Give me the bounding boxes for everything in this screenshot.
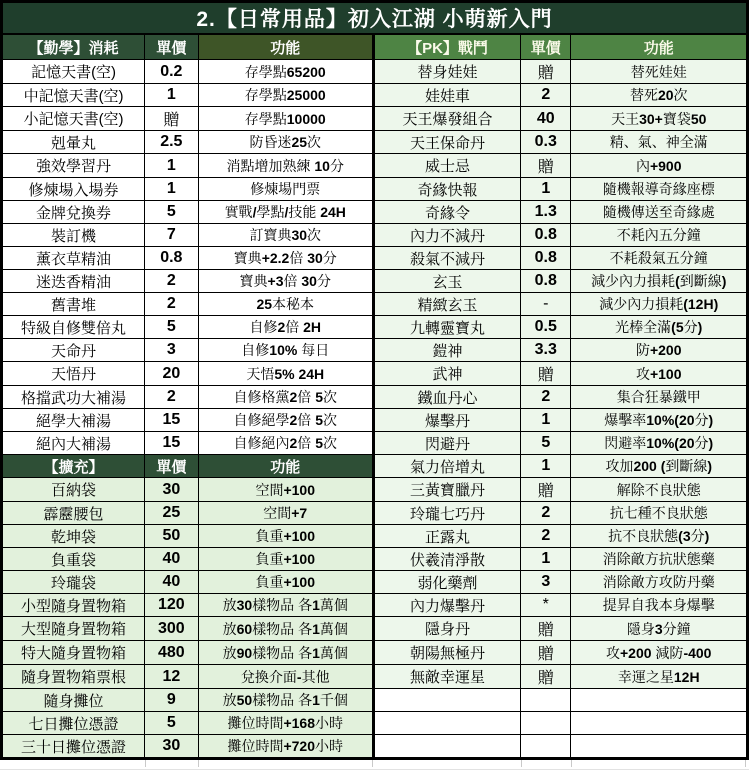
function-cell: 天悟5% 24H [198,362,373,386]
price-cell: 2 [521,502,571,525]
function-cell: 寶典+2.2倍 30分 [198,247,373,270]
item-name-cell: 天命丹 [2,339,145,362]
item-name-cell: 玲瓏七巧丹 [373,502,520,525]
function-cell: 防昏迷25次 [198,131,373,154]
item-name-cell [373,689,520,712]
table-row [2,201,748,224]
item-name-cell: 乾坤袋 [2,525,145,548]
table-row [2,478,748,502]
function-cell: 幸運之星12H [571,665,748,689]
function-cell: 修煉場門票 [198,178,373,201]
item-name-cell: 隨身攤位 [2,689,145,712]
item-name-cell: 奇緣快報 [373,178,520,201]
price-cell [521,689,571,712]
price-cell [521,712,571,735]
item-name-cell: 強效學習丹 [2,154,145,178]
price-cell: 2 [521,84,571,107]
function-cell [571,712,748,735]
column-header-right-price: 單價 [521,34,571,60]
item-name-cell: 武神 [373,362,520,386]
price-cell: 40 [145,548,198,571]
item-name-cell: 隱身丹 [373,617,520,641]
item-name-cell: 中記憶天書(空) [2,84,145,107]
price-cell: 1 [521,178,571,201]
function-cell: 解除不良狀態 [571,478,748,502]
function-cell: 隨機傳送至奇緣處 [571,201,748,224]
table-row [2,386,748,409]
function-cell: 消除敵方攻防丹藥 [571,571,748,594]
gridline-stub [745,760,746,767]
item-name-cell: 天王保命丹 [373,131,520,154]
price-cell: 1 [145,154,198,178]
item-name-cell: 鎧神 [373,339,520,362]
function-cell: 減少內力損耗(12H) [571,293,748,316]
price-cell: 0.8 [145,247,198,270]
price-cell: 贈 [521,617,571,641]
table-row [2,548,748,571]
item-name-cell: 娃娃車 [373,84,520,107]
function-cell: 攻+100 [571,362,748,386]
section-header-price: 單價 [145,455,198,478]
function-cell: 閃避率10%(20分) [571,432,748,455]
price-cell: 480 [145,641,198,665]
table-row [2,339,748,362]
price-cell: 40 [521,107,571,131]
function-cell: 放60樣物品 各1萬個 [198,617,373,641]
function-cell: 負重+100 [198,571,373,594]
price-cell: 贈 [521,478,571,502]
item-name-cell: 殺氣不減丹 [373,247,520,270]
price-cell: 贈 [521,60,571,84]
function-cell: 不耗殺氣五分鐘 [571,247,748,270]
item-name-cell: 剋暈丸 [2,131,145,154]
function-cell: 隱身3分鐘 [571,617,748,641]
item-name-cell: 爆擊丹 [373,409,520,432]
price-cell: - [521,293,571,316]
item-name-cell: 威士忌 [373,154,520,178]
table-row [2,316,748,339]
table-row [2,107,748,131]
table-row [2,270,748,293]
item-name-cell: 絕學大補湯 [2,409,145,432]
section-header-function: 功能 [198,455,373,478]
price-cell: * [521,594,571,617]
price-cell: 0.2 [145,60,198,84]
item-name-cell: 舊書堆 [2,293,145,316]
price-cell: 2 [521,525,571,548]
item-name-cell: 三十日攤位憑證 [2,735,145,759]
function-cell: 寶典+3倍 30分 [198,270,373,293]
item-name-cell: 正露丸 [373,525,520,548]
function-cell: 替死20次 [571,84,748,107]
item-name-cell: 金牌兌換券 [2,201,145,224]
price-cell: 0.8 [521,247,571,270]
function-cell: 自修絕內2倍 5次 [198,432,373,455]
item-name-cell: 薰衣草精油 [2,247,145,270]
item-name-cell: 天悟丹 [2,362,145,386]
function-cell [571,735,748,759]
table-row [2,178,748,201]
function-cell: 存學點10000 [198,107,373,131]
price-cell: 7 [145,224,198,247]
table-row [2,131,748,154]
function-cell: 替死娃娃 [571,60,748,84]
table-row [2,409,748,432]
item-name-cell: 七日攤位憑證 [2,712,145,735]
function-cell: 消除敵方抗狀態藥 [571,548,748,571]
function-cell: 存學點65200 [198,60,373,84]
price-cell: 0.5 [521,316,571,339]
table-row [2,665,748,689]
gridline-stub [198,760,199,767]
function-cell: 精、氣、神全滿 [571,131,748,154]
column-header-pk-combat: 【PK】戰鬥 [373,34,520,60]
price-cell: 1 [521,409,571,432]
price-cell: 30 [145,478,198,502]
table-row [2,293,748,316]
gridline-stub [372,760,373,767]
function-cell: 爆擊率10%(20分) [571,409,748,432]
price-cell: 贈 [521,641,571,665]
title-row [2,2,748,35]
price-cell: 2 [145,270,198,293]
price-cell: 25 [145,502,198,525]
function-cell: 防+200 [571,339,748,362]
price-cell: 2 [521,386,571,409]
price-cell: 15 [145,409,198,432]
function-cell: 放30樣物品 各1萬個 [198,594,373,617]
function-cell: 負重+100 [198,548,373,571]
price-cell: 贈 [145,107,198,131]
price-cell: 5 [145,316,198,339]
table-row [2,362,748,386]
price-cell: 1.3 [521,201,571,224]
table-row [2,432,748,455]
column-header-consumables: 【勤學】消耗 [2,34,145,60]
item-name-cell: 負重袋 [2,548,145,571]
function-cell: 25本秘本 [198,293,373,316]
function-cell: 抗不良狀態(3分) [571,525,748,548]
function-cell: 攻+200 減防-400 [571,641,748,665]
item-name-cell: 絕內大補湯 [2,432,145,455]
section-header-expansion: 【擴充】 [2,455,145,478]
gridline-stub [521,760,522,767]
item-name-cell: 替身娃娃 [373,60,520,84]
table-row [2,455,748,478]
function-cell: 集合狂暴鐵甲 [571,386,748,409]
table-row [2,84,748,107]
function-cell: 隨機報導奇緣座標 [571,178,748,201]
table-row [2,525,748,548]
price-cell: 0.8 [521,224,571,247]
column-header-row [2,34,748,60]
price-cell: 9 [145,689,198,712]
item-name-cell: 內力爆擊丹 [373,594,520,617]
item-name-cell: 無敵幸運星 [373,665,520,689]
price-cell: 1 [145,178,198,201]
table-row [2,617,748,641]
table-row [2,60,748,84]
price-cell: 5 [145,201,198,224]
function-cell: 光棒全滿(5分) [571,316,748,339]
item-name-cell: 奇緣令 [373,201,520,224]
gridline-stub [0,769,749,770]
price-cell: 0.8 [521,270,571,293]
price-cell: 3 [521,571,571,594]
item-name-cell: 氣力倍增丸 [373,455,520,478]
price-cell: 贈 [521,362,571,386]
price-cell: 30 [145,735,198,759]
sheet-gridline-strip [0,760,749,771]
function-cell: 攻加200 (到斷線) [571,455,748,478]
price-cell: 15 [145,432,198,455]
price-cell: 300 [145,617,198,641]
table-row [2,502,748,525]
item-name-cell [373,735,520,759]
price-cell: 1 [521,455,571,478]
price-cell: 3 [145,339,198,362]
price-cell: 2.5 [145,131,198,154]
item-name-cell: 格擋武功大補湯 [2,386,145,409]
item-name-cell: 隨身置物箱票根 [2,665,145,689]
item-name-cell: 修煉場入場券 [2,178,145,201]
item-name-cell: 三黃寶臘丹 [373,478,520,502]
price-cell [521,735,571,759]
item-name-cell: 百納袋 [2,478,145,502]
price-cell: 40 [145,571,198,594]
page-title: 2.【日常用品】初入江湖 小萌新入門 [2,2,748,35]
price-cell: 2 [145,293,198,316]
item-name-cell: 特級自修雙倍丸 [2,316,145,339]
item-name-cell: 玲瓏袋 [2,571,145,594]
function-cell: 負重+100 [198,525,373,548]
gridline-stub [571,760,572,767]
column-header-left-price: 單價 [145,34,198,60]
item-name-cell: 迷迭香精油 [2,270,145,293]
function-cell: 自修10% 每日 [198,339,373,362]
item-name-cell: 內力不減丹 [373,224,520,247]
table-row [2,247,748,270]
function-cell: 減少內力損耗(到斷線) [571,270,748,293]
price-cell: 贈 [521,154,571,178]
item-name-cell: 弱化藥劑 [373,571,520,594]
item-name-cell: 朝陽無極丹 [373,641,520,665]
function-cell: 提昇自我本身爆擊 [571,594,748,617]
price-cell: 120 [145,594,198,617]
item-name-cell: 記憶天書(空) [2,60,145,84]
table-row [2,689,748,712]
column-header-left-function: 功能 [198,34,373,60]
column-header-right-function: 功能 [571,34,748,60]
function-cell: 空間+7 [198,502,373,525]
function-cell [571,689,748,712]
item-name-cell: 裝訂機 [2,224,145,247]
item-name-cell [373,712,520,735]
item-name-cell: 特大隨身置物箱 [2,641,145,665]
function-cell: 消點增加熟練 10分 [198,154,373,178]
table-row [2,641,748,665]
item-name-cell: 小型隨身置物箱 [2,594,145,617]
price-cell: 20 [145,362,198,386]
gridline-stub [145,760,146,767]
function-cell: 訂寶典30次 [198,224,373,247]
function-cell: 抗七種不良狀態 [571,502,748,525]
function-cell: 內+900 [571,154,748,178]
price-cell: 50 [145,525,198,548]
function-cell: 放90樣物品 各1萬個 [198,641,373,665]
table-row [2,571,748,594]
function-cell: 存學點25000 [198,84,373,107]
table-row [2,594,748,617]
function-cell: 放50樣物品 各1千個 [198,689,373,712]
item-name-cell: 閃避丹 [373,432,520,455]
function-cell: 不耗內五分鐘 [571,224,748,247]
price-cell: 1 [145,84,198,107]
price-cell: 5 [145,712,198,735]
function-cell: 自修2倍 2H [198,316,373,339]
function-cell: 攤位時間+720小時 [198,735,373,759]
item-name-cell: 霹靂腰包 [2,502,145,525]
item-name-cell: 精緻玄玉 [373,293,520,316]
table-row [2,224,748,247]
price-cell: 3.3 [521,339,571,362]
price-cell: 1 [521,548,571,571]
function-cell: 攤位時間+168小時 [198,712,373,735]
price-cell: 12 [145,665,198,689]
price-cell: 贈 [521,665,571,689]
item-name-cell: 鐵血丹心 [373,386,520,409]
function-cell: 實戰/學點/技能 24H [198,201,373,224]
function-cell: 自修格黨2倍 5次 [198,386,373,409]
item-name-cell: 九轉靈寶丸 [373,316,520,339]
item-name-cell: 大型隨身置物箱 [2,617,145,641]
table-row [2,712,748,735]
table-row [2,154,748,178]
table-row [2,735,748,759]
item-name-cell: 玄玉 [373,270,520,293]
function-cell: 兌換介面-其他 [198,665,373,689]
item-name-cell: 天王爆發組合 [373,107,520,131]
price-cell: 5 [521,432,571,455]
function-cell: 天王30+寶袋50 [571,107,748,131]
function-cell: 自修絕學2倍 5次 [198,409,373,432]
item-name-cell: 小記憶天書(空) [2,107,145,131]
price-cell: 0.3 [521,131,571,154]
price-cell: 2 [145,386,198,409]
function-cell: 空間+100 [198,478,373,502]
item-name-cell: 伏羲清淨散 [373,548,520,571]
